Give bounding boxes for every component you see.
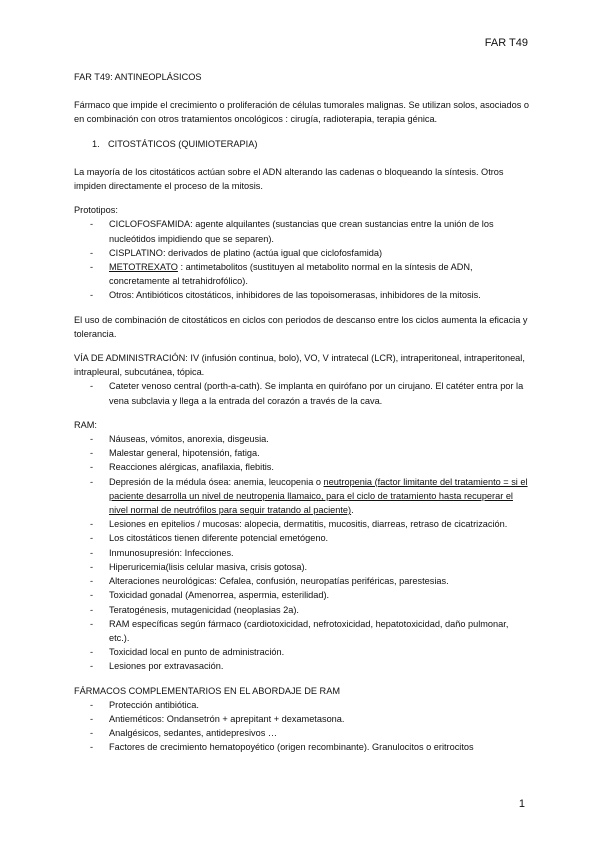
ram-item-text: Alteraciones neurológicas: Cefalea, confusión, neuropatías periféricas, parestesias. bbox=[109, 576, 449, 587]
complementario-item-text: Protección antibiótica. bbox=[109, 699, 199, 710]
ram-item bbox=[74, 659, 530, 673]
section-title: CITOSTÁTICOS (QUIMIOTERAPIA) bbox=[108, 138, 258, 149]
ram-item-suffix: . bbox=[351, 505, 354, 516]
via-item bbox=[74, 379, 530, 407]
ram-item-text: Malestar general, hipotensión, fatiga. bbox=[109, 448, 260, 459]
prototipo-text: Otros: Antibióticos citostáticos, inhibidores de las topoisomerasas, inhibidores de la mitosis. bbox=[109, 290, 481, 301]
ram-item-text: Lesiones por extravasación. bbox=[109, 661, 224, 672]
prototipo-item bbox=[74, 288, 530, 302]
ram-item-text: Toxicidad local en punto de administración. bbox=[109, 647, 285, 658]
ram-item-underlined: neutropenia (factor limitante del tratamiento = si el paciente desarrolla un nivel de neutropenia llamaico, para el ciclo de tratamiento hasta recuperar el nivel normal de neutrófilos para seguir tratando al paciente) bbox=[109, 476, 528, 516]
ram-item-text: Inmunosupresión: Infecciones. bbox=[109, 547, 234, 558]
ciclos-paragraph: El uso de combinación de citostáticos en ciclos con periodos de descanso entre los ciclos aumenta la eficacia y tolerancia. bbox=[74, 314, 528, 339]
page-header: FAR T49 bbox=[484, 37, 528, 49]
prototipo-text: CISPLATINO: derivados de platino (actúa igual que ciclofosfamida) bbox=[109, 247, 383, 258]
ram-item-text: Depresión de la médula ósea: anemia, leucopenia o bbox=[109, 476, 324, 487]
complementarios-label: FÁRMACOS COMPLEMENTARIOS EN EL ABORDAJE DE RAM bbox=[74, 685, 340, 696]
ram-item bbox=[74, 546, 530, 560]
complementario-item bbox=[74, 726, 530, 740]
complementario-item bbox=[74, 712, 530, 726]
via-paragraph: VÍA DE ADMINISTRACIÓN: IV (infusión continua, bolo), VO, V intratecal (LCR), intraperitoneal, intraperitoneal, intrapleural, subcutánea, tópica. bbox=[74, 353, 525, 378]
ram-item bbox=[74, 432, 530, 446]
complementarios-list bbox=[74, 698, 530, 755]
complementario-item bbox=[74, 740, 530, 754]
ram-item-text: Toxicidad gonadal (Amenorrea, aspermia, esterilidad). bbox=[109, 590, 330, 601]
ram-label: RAM: bbox=[74, 419, 97, 430]
complementario-item-text: Analgésicos, sedantes, antidepresivos … bbox=[109, 728, 278, 739]
prototipo-drug-name: METOTREXATO bbox=[109, 262, 178, 273]
ram-item-text: RAM específicas según fármaco (cardiotoxicidad, nefrotoxicidad, hepatotoxicidad, daño pulmonar, etc.). bbox=[109, 618, 509, 643]
ram-item-text: Hiperuricemia(lisis celular masiva, crisis gotosa). bbox=[109, 561, 308, 572]
ram-list bbox=[74, 432, 530, 673]
section-heading bbox=[92, 137, 530, 151]
prototipo-item bbox=[74, 246, 530, 260]
citostaticos-paragraph: La mayoría de los citostáticos actúan sobre el ADN alterando las cadenas o bloqueando la síntesis. Otros impiden directamente el proceso de la mitosis. bbox=[74, 166, 504, 192]
page-number: 1 bbox=[518, 798, 525, 810]
ram-item bbox=[74, 446, 530, 460]
ram-item bbox=[74, 475, 530, 518]
via-list bbox=[74, 379, 530, 407]
ram-item bbox=[74, 517, 530, 531]
ram-item-text: Reacciones alérgicas, anafilaxia, flebitis. bbox=[109, 462, 274, 473]
prototipo-item bbox=[74, 217, 530, 245]
ram-item-text: Lesiones en epitelios / mucosas: alopecia, dermatitis, mucositis, diarreas, retraso de cicatrización. bbox=[109, 519, 508, 530]
ram-item bbox=[74, 645, 530, 659]
ram-item bbox=[74, 560, 530, 574]
complementario-item-text: Factores de crecimiento hematopoyético (origen recombinante). Granulocitos o eritrocitos bbox=[109, 742, 474, 753]
document-title: FAR T49: ANTINEOPLÁSICOS bbox=[74, 72, 202, 82]
complementario-item-text: Antieméticos: Ondansetrón + aprepitant + dexametasona. bbox=[109, 713, 345, 724]
ram-item bbox=[74, 617, 530, 645]
complementario-item bbox=[74, 698, 530, 712]
document-body bbox=[74, 70, 530, 765]
section-number: 1. bbox=[92, 138, 100, 149]
prototipo-text: CICLOFOSFAMIDA: agente alquilantes (sustancias que crean sustancias entre la unión de los nucleótidos impidiendo que se separen). bbox=[109, 219, 494, 244]
prototipos-label: Prototipos: bbox=[74, 205, 118, 216]
prototipo-item bbox=[74, 260, 530, 288]
via-item-text: Cateter venoso central (porth-a-cath). Se implanta en quirófano por un cirujano. El catéter entra por la vena subclavia y llega a la entrada del corazón a través de la cava. bbox=[109, 381, 524, 406]
intro-paragraph: Fármaco que impide el crecimiento o proliferación de células tumorales malignas. Se utilizan solos, asociados o en combinación con otros tratamientos oncológicos : cirugía, radioterapia, terapia génica. bbox=[74, 100, 530, 125]
ram-item bbox=[74, 531, 530, 545]
ram-item-text: Náuseas, vómitos, anorexia, disgeusia. bbox=[109, 434, 269, 445]
prototipos-list bbox=[74, 217, 530, 302]
ram-item bbox=[74, 588, 530, 602]
ram-item bbox=[74, 603, 530, 617]
ram-item-text: Los citostáticos tienen diferente potencial emetógeno. bbox=[109, 533, 329, 544]
ram-item bbox=[74, 460, 530, 474]
prototipo-text: : antimetabolitos (sustituyen al metabolito normal en la síntesis de ADN, concretamente al tetrahidrofólico). bbox=[109, 262, 473, 287]
ram-item bbox=[74, 574, 530, 588]
ram-item-text: Teratogénesis, mutagenicidad (neoplasias 2a). bbox=[109, 604, 299, 615]
